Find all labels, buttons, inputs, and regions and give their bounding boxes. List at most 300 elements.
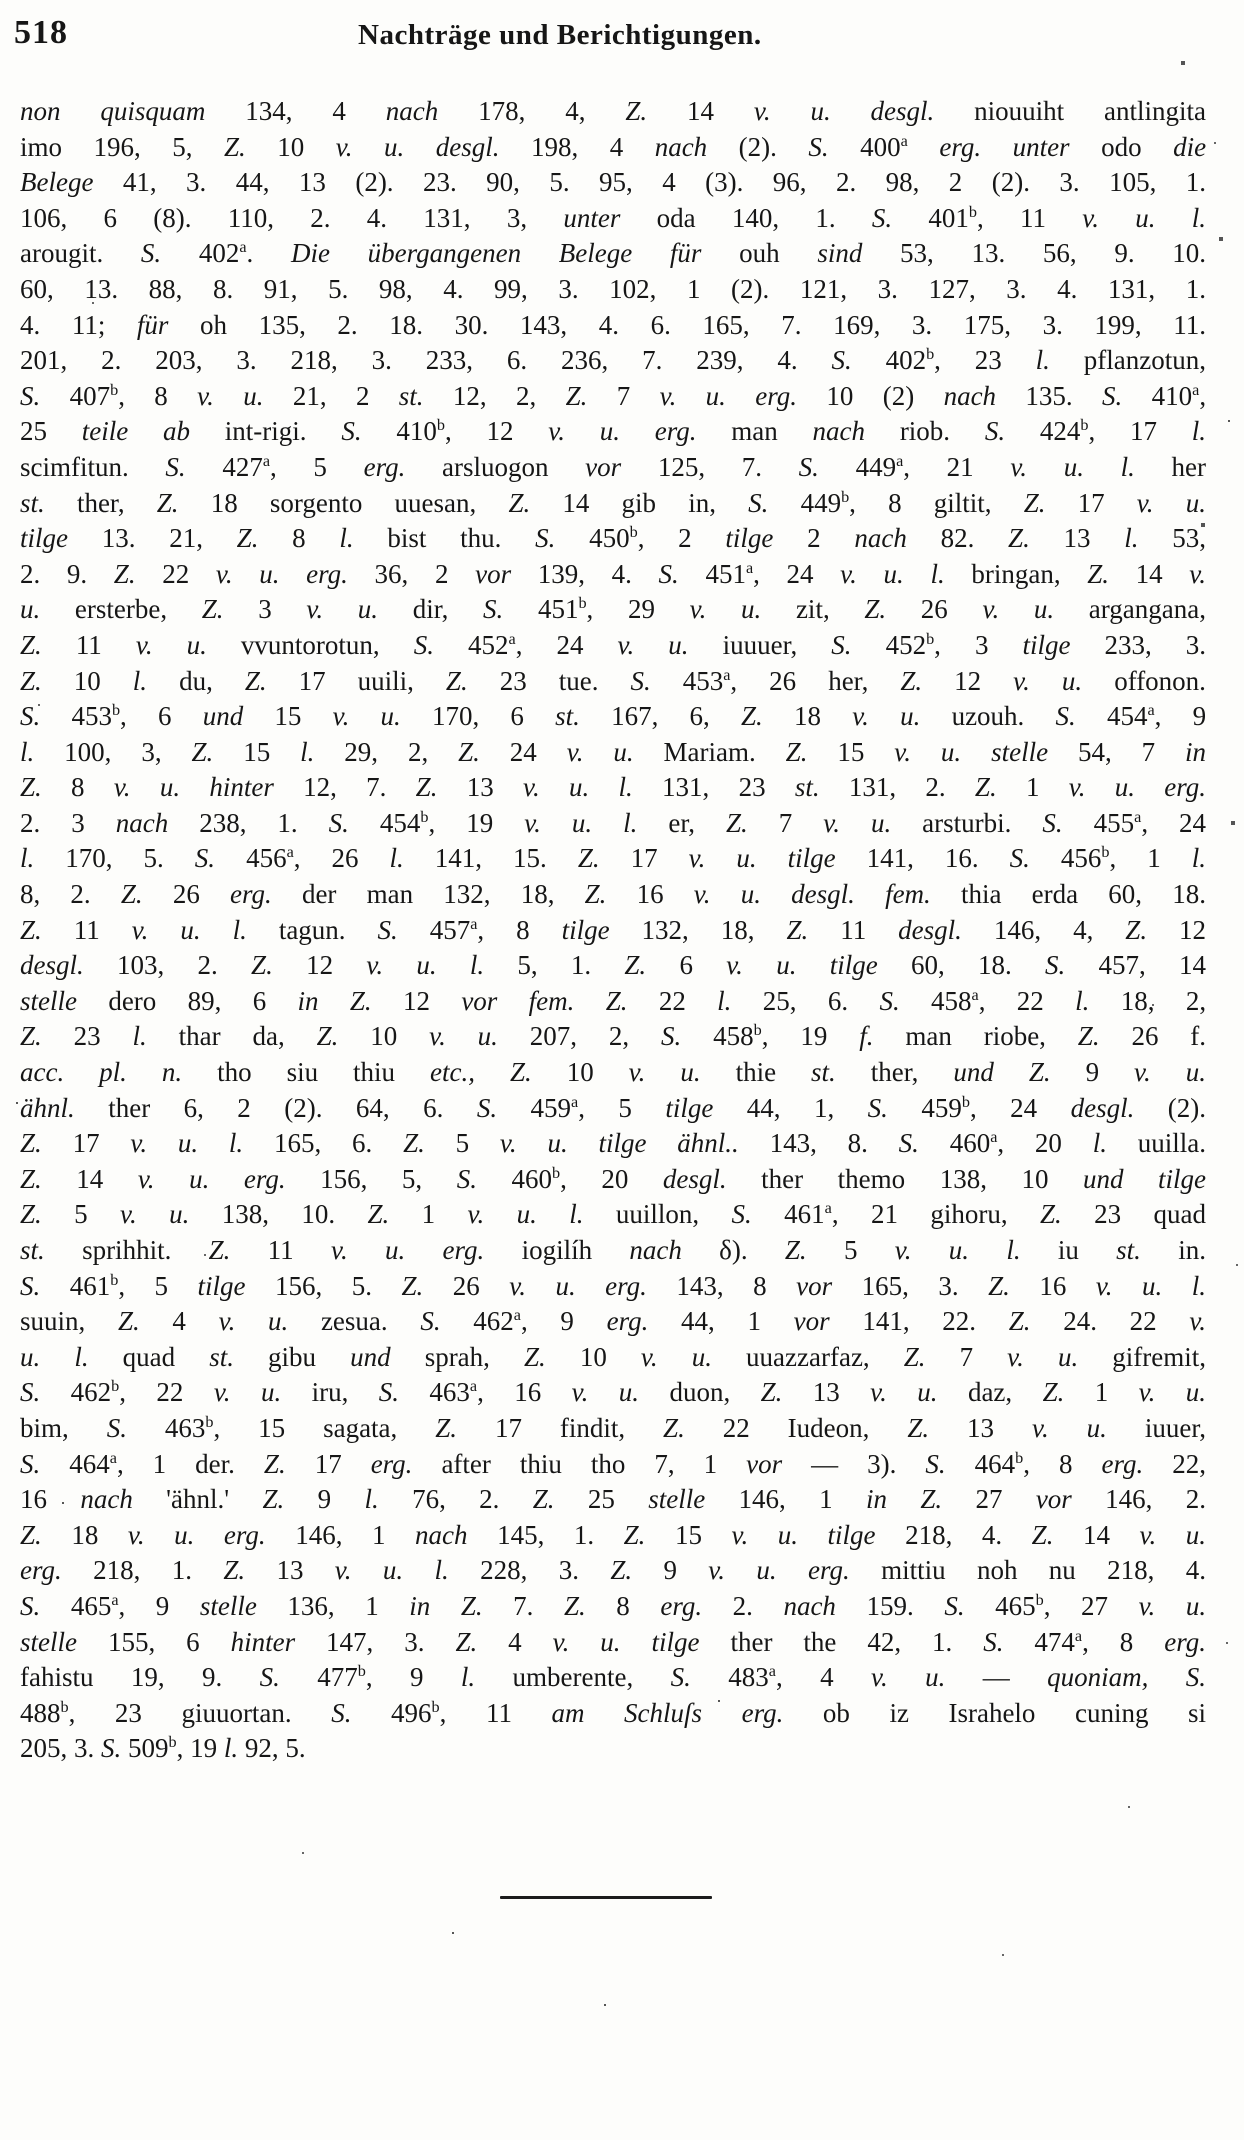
text-segment: v. u. desgl. bbox=[335, 131, 531, 162]
text-segment: 455 bbox=[1093, 807, 1135, 838]
text-segment: 44, 1, bbox=[746, 1092, 868, 1123]
text-line bbox=[20, 948, 1206, 984]
text-segment: S. bbox=[20, 701, 72, 732]
text-segment: Z. bbox=[117, 1306, 173, 1337]
text-segment: Die übergangenen Belege für bbox=[290, 238, 740, 269]
text-segment: l. bbox=[339, 523, 388, 554]
text-segment: nach bbox=[385, 96, 479, 126]
text-segment: erg. unter bbox=[939, 131, 1102, 162]
text-segment: 2 bbox=[807, 523, 855, 554]
text-segment: v. u. bbox=[871, 1662, 983, 1693]
text-segment: 462 bbox=[473, 1306, 514, 1337]
text-segment: . bbox=[246, 238, 291, 269]
text-segment: Z. bbox=[316, 1021, 371, 1052]
text-segment: Z. bbox=[625, 96, 687, 126]
text-segment: dero 89, 6 bbox=[108, 985, 298, 1016]
text-segment: 457 bbox=[429, 914, 471, 945]
text-segment: 456 bbox=[246, 843, 287, 874]
text-segment: a bbox=[513, 1306, 521, 1325]
text-line bbox=[20, 735, 1206, 771]
text-segment: , 27 bbox=[1043, 1590, 1139, 1621]
text-segment: l. bbox=[20, 736, 65, 767]
text-segment: 402 bbox=[198, 238, 240, 269]
text-segment: l. bbox=[389, 843, 435, 874]
text-segment: v. u. tilge bbox=[731, 1519, 906, 1550]
text-segment: 23 quad bbox=[1094, 1199, 1206, 1230]
text-segment: Z. bbox=[563, 1590, 617, 1621]
text-segment: a bbox=[469, 1377, 478, 1396]
text-segment: Z. bbox=[20, 1128, 73, 1159]
text-segment: 218, 4. bbox=[905, 1519, 1032, 1550]
text-segment: b bbox=[841, 487, 850, 506]
text-segment: , 26 her, bbox=[730, 665, 901, 696]
text-segment: a bbox=[262, 451, 271, 470]
text-line bbox=[20, 1197, 1206, 1233]
text-segment: int-rigi. bbox=[224, 416, 342, 447]
text-segment: S. bbox=[898, 1128, 950, 1159]
text-segment: umberente, bbox=[512, 1662, 671, 1693]
text-segment: , 22 bbox=[119, 1377, 214, 1408]
text-segment: 156, 5, bbox=[320, 1163, 457, 1194]
text-line bbox=[20, 130, 1206, 166]
text-segment: 17 bbox=[72, 1128, 131, 1159]
text-segment: Z. bbox=[445, 665, 500, 696]
text-segment: Z. bbox=[1077, 1021, 1132, 1052]
text-segment: st. bbox=[811, 1057, 871, 1088]
text-segment: b bbox=[357, 1662, 366, 1681]
text-segment: b bbox=[111, 1377, 120, 1396]
text-segment: 449 bbox=[800, 487, 842, 518]
text-segment: 11 bbox=[840, 914, 899, 945]
text-segment: v. u. bbox=[332, 701, 432, 732]
text-segment: etc., bbox=[430, 1057, 510, 1088]
text-segment: Z. bbox=[20, 772, 72, 803]
text-segment: Belege bbox=[20, 167, 123, 198]
text-segment: v. u. l. bbox=[523, 772, 663, 803]
text-segment: 13 bbox=[466, 772, 523, 803]
text-segment: Z. bbox=[223, 131, 278, 162]
text-segment: 457, 14 bbox=[1098, 950, 1207, 981]
text-line bbox=[20, 1518, 1206, 1554]
text-segment: hinter bbox=[230, 1626, 327, 1657]
text-segment: in. bbox=[1178, 1235, 1206, 1265]
text-segment: v. u. tilge bbox=[688, 843, 867, 874]
text-segment: 9 bbox=[663, 1555, 709, 1586]
text-segment: erg. bbox=[230, 879, 302, 910]
text-segment: 477 bbox=[317, 1662, 358, 1693]
text-segment: 17 uuili, bbox=[298, 665, 446, 696]
text-segment: 54, 7 bbox=[1077, 736, 1186, 767]
text-segment: 4 bbox=[508, 1626, 553, 1657]
text-segment: 5, 1. bbox=[517, 950, 625, 981]
text-line bbox=[20, 1091, 1206, 1127]
text-segment: b bbox=[629, 523, 638, 542]
text-segment: thar da, bbox=[178, 1021, 317, 1052]
text-segment: Z. bbox=[741, 701, 794, 732]
text-segment: , 3 bbox=[934, 629, 1023, 660]
text-line bbox=[20, 592, 1206, 628]
text-segment: b bbox=[205, 1412, 214, 1431]
text-line bbox=[20, 1553, 1206, 1589]
text-segment: 18 bbox=[793, 701, 853, 732]
text-segment: S. bbox=[831, 345, 886, 376]
text-segment: 146, 1 bbox=[295, 1519, 416, 1550]
text-segment: , 24 bbox=[1141, 807, 1207, 838]
text-segment: 16 bbox=[636, 879, 694, 910]
text-line bbox=[20, 557, 1206, 593]
text-segment: vor bbox=[796, 1270, 862, 1301]
text-segment: Z. bbox=[988, 1270, 1040, 1301]
section-divider bbox=[500, 1896, 712, 1899]
text-segment: imo 196, 5, bbox=[20, 131, 224, 162]
text-segment: a bbox=[1147, 701, 1155, 720]
text-segment: , 24 bbox=[969, 1092, 1071, 1123]
text-segment: v. u. erg. bbox=[127, 1519, 296, 1550]
text-segment: v. u. bbox=[1007, 1341, 1113, 1372]
text-segment: 496 bbox=[391, 1697, 432, 1728]
text-segment: S. bbox=[483, 594, 538, 625]
text-segment: du, bbox=[179, 665, 245, 696]
text-segment: v. u. bbox=[571, 1377, 670, 1408]
text-segment: , 22 bbox=[978, 985, 1076, 1016]
text-segment: Z. bbox=[1023, 487, 1078, 518]
text-segment: Z. bbox=[864, 594, 921, 625]
text-segment: desgl. bbox=[898, 914, 994, 945]
text-segment: Z. bbox=[509, 1057, 567, 1088]
text-segment: b bbox=[110, 380, 119, 399]
text-segment: 8 bbox=[292, 523, 340, 554]
text-segment: desgl. bbox=[662, 1163, 762, 1194]
text-segment: 465 bbox=[995, 1590, 1036, 1621]
text-segment: 460 bbox=[949, 1128, 991, 1159]
text-segment: Z. bbox=[900, 665, 955, 696]
text-segment: vor bbox=[1035, 1484, 1106, 1515]
text-segment: uuilla. bbox=[1137, 1128, 1207, 1159]
text-segment: 10 bbox=[277, 131, 336, 162]
text-segment: Z. bbox=[1031, 1519, 1083, 1550]
text-segment: , 17 bbox=[1088, 416, 1192, 447]
text-segment: b bbox=[1080, 416, 1089, 435]
text-segment: S. bbox=[798, 451, 856, 482]
text-segment: Z. bbox=[920, 1484, 976, 1515]
text-segment: 12, 2, bbox=[452, 380, 566, 411]
text-segment: 29, 2, bbox=[344, 736, 459, 767]
text-segment bbox=[908, 132, 940, 162]
text-segment: , 26 bbox=[293, 843, 390, 874]
text-segment: S. bbox=[1055, 701, 1107, 732]
text-segment: 17 bbox=[314, 1448, 371, 1479]
text-segment: , 11 bbox=[439, 1697, 552, 1728]
text-segment: l. bbox=[223, 1733, 245, 1764]
text-segment: 27 bbox=[975, 1484, 1036, 1515]
text-segment: 10 bbox=[73, 665, 133, 696]
text-segment: S. bbox=[140, 238, 199, 269]
text-segment: S. bbox=[867, 1092, 922, 1123]
text-segment: 60, 13. 88, 8. 91, 5. 98, 4. 99, 3. 102, 1 (2). 121, 3. 127, 3. 4. 131, 1. bbox=[20, 273, 1206, 304]
text-segment: 16 bbox=[1039, 1270, 1096, 1301]
text-segment: Z. bbox=[455, 1626, 509, 1657]
text-segment: Z. bbox=[435, 1412, 495, 1443]
text-line bbox=[20, 1447, 1206, 1483]
text-segment: , 20 bbox=[997, 1128, 1093, 1159]
text-segment: 26 f. bbox=[1131, 1021, 1207, 1052]
text-segment: odo bbox=[1101, 131, 1174, 162]
text-segment: u. l. bbox=[20, 1341, 123, 1372]
text-segment: 36, 2 bbox=[374, 558, 476, 589]
text-segment: , 15 sagata, bbox=[213, 1412, 436, 1443]
text-segment: 'ähnl.' bbox=[166, 1484, 263, 1515]
text-segment: 12 bbox=[306, 950, 367, 981]
text-line bbox=[20, 379, 1206, 415]
text-segment: S. bbox=[20, 1448, 70, 1479]
text-segment: 2. 3 bbox=[20, 807, 116, 838]
text-segment: 7 bbox=[778, 807, 824, 838]
text-segment: S. bbox=[165, 451, 223, 482]
text-segment: stelle bbox=[199, 1590, 288, 1621]
text-segment: 17 findit, bbox=[494, 1412, 664, 1443]
body-text bbox=[20, 94, 1206, 1767]
text-segment: v. u. bbox=[640, 1341, 747, 1372]
text-segment: b bbox=[551, 1163, 561, 1182]
text-segment: b bbox=[1015, 1448, 1024, 1467]
text-segment: arsturbi. bbox=[922, 807, 1043, 838]
text-segment: 3 bbox=[258, 594, 307, 625]
text-segment: acc. pl. n. bbox=[20, 1057, 218, 1088]
text-segment: Z. bbox=[605, 985, 659, 1016]
text-segment: , 2 bbox=[637, 523, 726, 554]
text-segment: , 1 der. bbox=[116, 1448, 264, 1479]
text-segment: quad bbox=[122, 1341, 210, 1372]
text-segment: sprihhit. bbox=[82, 1235, 209, 1265]
text-segment: arougit. bbox=[20, 238, 141, 269]
text-segment: 17 bbox=[1077, 487, 1137, 518]
text-segment: l. bbox=[1075, 985, 1121, 1016]
text-segment: 41, 3. 44, 13 (2). 23. 90, 5. 95, 4 (3). 96, 2. 98, 2 (2). 3. 105, 1. bbox=[122, 167, 1206, 198]
text-segment: , 8 bbox=[1082, 1626, 1165, 1657]
text-segment: v. u. bbox=[429, 1021, 530, 1052]
text-segment: 13 bbox=[967, 1412, 1032, 1443]
text-segment: Z. bbox=[20, 1163, 77, 1194]
text-segment: 53, 13. 56, 9. 10. bbox=[900, 238, 1207, 269]
text-segment: desgl. bbox=[1070, 1092, 1168, 1123]
text-segment: , 6 bbox=[120, 701, 203, 732]
text-segment: 22 bbox=[658, 985, 718, 1016]
text-segment: S. bbox=[871, 202, 929, 233]
text-segment: tho siu thiu bbox=[217, 1057, 431, 1088]
text-segment: Z. bbox=[974, 772, 1026, 803]
text-line bbox=[20, 1731, 1206, 1767]
text-segment: erg. bbox=[606, 1306, 682, 1337]
text-segment: a bbox=[971, 985, 979, 1004]
text-segment: v. u. bbox=[1134, 1057, 1206, 1088]
text-segment: v. u. bbox=[306, 594, 413, 625]
text-segment: 165, 3. bbox=[861, 1270, 989, 1301]
text-segment: b bbox=[578, 594, 587, 613]
text-segment: st. bbox=[794, 772, 849, 803]
text-segment: 13. 21, bbox=[101, 523, 237, 554]
text-segment: 170, 5. bbox=[65, 843, 195, 874]
text-segment: , 9 bbox=[365, 1662, 461, 1693]
text-segment: v. u. erg. bbox=[330, 1235, 522, 1265]
text-segment: 156, 5. bbox=[275, 1270, 402, 1301]
text-segment: b bbox=[1035, 1590, 1044, 1609]
text-segment: , 8 giltit, bbox=[849, 487, 1024, 518]
text-segment: 401 bbox=[928, 202, 969, 233]
text-segment: 23 tue. bbox=[499, 665, 631, 696]
text-segment: daz, bbox=[967, 1377, 1043, 1408]
text-segment: 15 bbox=[837, 736, 895, 767]
text-segment: b bbox=[1101, 843, 1110, 862]
text-segment: S. bbox=[1042, 807, 1094, 838]
text-segment: S. bbox=[661, 1021, 714, 1052]
text-segment: v. u. l. bbox=[1010, 451, 1172, 482]
text-segment: S. bbox=[1102, 380, 1152, 411]
text-segment: Z. bbox=[201, 594, 259, 625]
text-segment: 488 bbox=[20, 1697, 61, 1728]
text-segment: für bbox=[136, 309, 201, 340]
text-segment: 100, 3, bbox=[64, 736, 192, 767]
text-segment: nach bbox=[943, 380, 1026, 411]
text-segment: 427 bbox=[222, 451, 263, 482]
text-segment: Z. bbox=[584, 879, 637, 910]
text-segment: , 9 bbox=[1154, 701, 1207, 732]
text-segment: Z. bbox=[623, 1519, 675, 1550]
text-segment: 131, 2. bbox=[848, 772, 975, 803]
text-segment: 26 bbox=[172, 879, 231, 910]
text-segment: die bbox=[1173, 131, 1207, 162]
text-segment: 146, 4, bbox=[993, 914, 1126, 945]
text-segment: 218, 1. bbox=[93, 1555, 224, 1586]
text-line bbox=[20, 1375, 1206, 1411]
text-segment: 106, 6 (8). 110, 2. 4. 131, 3, bbox=[20, 202, 564, 233]
text-segment: v. u. bbox=[617, 629, 723, 660]
text-segment: 26 bbox=[920, 594, 983, 625]
text-segment: u. bbox=[20, 594, 75, 625]
text-segment: v. u. bbox=[218, 1306, 321, 1337]
text-segment: Z. bbox=[191, 736, 244, 767]
text-segment: Z. bbox=[1028, 1057, 1086, 1088]
text-line bbox=[20, 1625, 1206, 1661]
text-segment: 7 bbox=[616, 380, 660, 411]
text-segment: uuazzarfaz, bbox=[746, 1341, 904, 1372]
text-segment: Z. bbox=[565, 380, 617, 411]
text-segment: S. bbox=[194, 843, 247, 874]
text-line bbox=[20, 984, 1206, 1020]
text-segment: , 20 bbox=[560, 1163, 663, 1194]
text-segment: a bbox=[109, 1448, 117, 1467]
text-segment: 424 bbox=[1039, 416, 1081, 447]
text-segment: b bbox=[60, 1697, 69, 1716]
text-segment: ersterbe, bbox=[74, 594, 202, 625]
text-segment: , 21 gihoru, bbox=[831, 1199, 1040, 1230]
text-segment: , 8 bbox=[118, 380, 198, 411]
text-segment: 464 bbox=[974, 1448, 1016, 1479]
text-segment: S. bbox=[748, 487, 801, 518]
text-segment: , 1 bbox=[1109, 843, 1192, 874]
text-segment: 141, 22. bbox=[862, 1306, 1009, 1337]
text-segment: 6 bbox=[679, 950, 727, 981]
text-segment: tagun. bbox=[278, 914, 378, 945]
text-segment: 24 bbox=[509, 736, 567, 767]
text-segment: thie bbox=[735, 1057, 812, 1088]
text-segment: Z. bbox=[577, 843, 631, 874]
text-segment: 198, 4 bbox=[530, 131, 655, 162]
text-segment: v. u. bbox=[566, 736, 664, 767]
text-segment: v. u. bbox=[120, 1199, 222, 1230]
text-segment: 238, 1. bbox=[199, 807, 329, 838]
text-segment: 452 bbox=[885, 629, 927, 660]
text-segment: unter bbox=[563, 202, 657, 233]
text-segment: Z. bbox=[508, 487, 563, 518]
text-segment: , 9 bbox=[520, 1306, 607, 1337]
text-segment: 13 bbox=[1063, 523, 1125, 554]
text-segment: 8 bbox=[71, 772, 114, 803]
text-segment: 21, 2 bbox=[292, 380, 399, 411]
text-line bbox=[20, 1269, 1206, 1305]
text-segment: st. bbox=[1116, 1235, 1179, 1265]
text-segment: iu bbox=[1057, 1235, 1117, 1265]
text-segment: Z. bbox=[401, 1270, 453, 1301]
text-segment: Z. bbox=[1008, 523, 1064, 554]
text-segment: erg. bbox=[1164, 1626, 1207, 1657]
text-segment: Z. bbox=[262, 1484, 318, 1515]
text-segment: 141, 15. bbox=[434, 843, 578, 874]
text-segment: f. bbox=[859, 1021, 906, 1052]
text-segment: vor bbox=[475, 558, 538, 589]
text-segment: b bbox=[753, 1021, 762, 1040]
text-segment: , 12 bbox=[444, 416, 549, 447]
text-segment: 456 bbox=[1060, 843, 1102, 874]
text-segment: v. u. tilge bbox=[552, 1626, 731, 1657]
text-segment: 402 bbox=[885, 345, 927, 376]
text-segment: 8 bbox=[616, 1590, 661, 1621]
text-segment: tilge bbox=[665, 1092, 747, 1123]
text-segment: 76, 2. bbox=[412, 1484, 533, 1515]
text-segment: 7. bbox=[513, 1590, 564, 1621]
text-segment: v. u. tilge ähnl.. bbox=[499, 1128, 770, 1159]
text-segment: l. bbox=[132, 1021, 179, 1052]
text-segment: 453 bbox=[71, 701, 112, 732]
text-segment: uuillon, bbox=[615, 1199, 732, 1230]
text-segment: S. bbox=[20, 380, 70, 411]
text-segment: 14 gib in, bbox=[562, 487, 749, 518]
text-segment: 146, 1 bbox=[738, 1484, 866, 1515]
text-segment: l. bbox=[300, 736, 345, 767]
text-segment: S. bbox=[476, 1092, 531, 1123]
text-segment: 103, 2. bbox=[117, 950, 252, 981]
text-segment: Z. bbox=[349, 985, 403, 1016]
text-segment: ther, bbox=[76, 487, 157, 518]
text-segment: S. bbox=[1009, 843, 1061, 874]
text-segment: gifremit, bbox=[1112, 1341, 1207, 1372]
text-segment: ouh bbox=[739, 238, 818, 269]
text-segment: , 29 bbox=[586, 594, 690, 625]
text-segment: l. bbox=[20, 843, 66, 874]
text-segment: v. u. bbox=[689, 594, 796, 625]
text-segment: Z. bbox=[236, 523, 293, 554]
text-segment: oda 140, 1. bbox=[656, 202, 872, 233]
text-segment: S. bbox=[331, 1697, 392, 1728]
text-segment: a bbox=[745, 558, 754, 577]
text-segment: b bbox=[926, 345, 935, 364]
text-segment: v. u. erg. bbox=[509, 1270, 677, 1301]
text-segment: v. u. l. bbox=[334, 1555, 481, 1586]
text-segment: ther 6, 2 (2). 64, 6. bbox=[108, 1092, 477, 1123]
text-segment: S. bbox=[984, 416, 1040, 447]
text-segment: l. bbox=[132, 665, 180, 696]
text-line bbox=[20, 841, 1206, 877]
text-segment: a bbox=[896, 451, 904, 470]
